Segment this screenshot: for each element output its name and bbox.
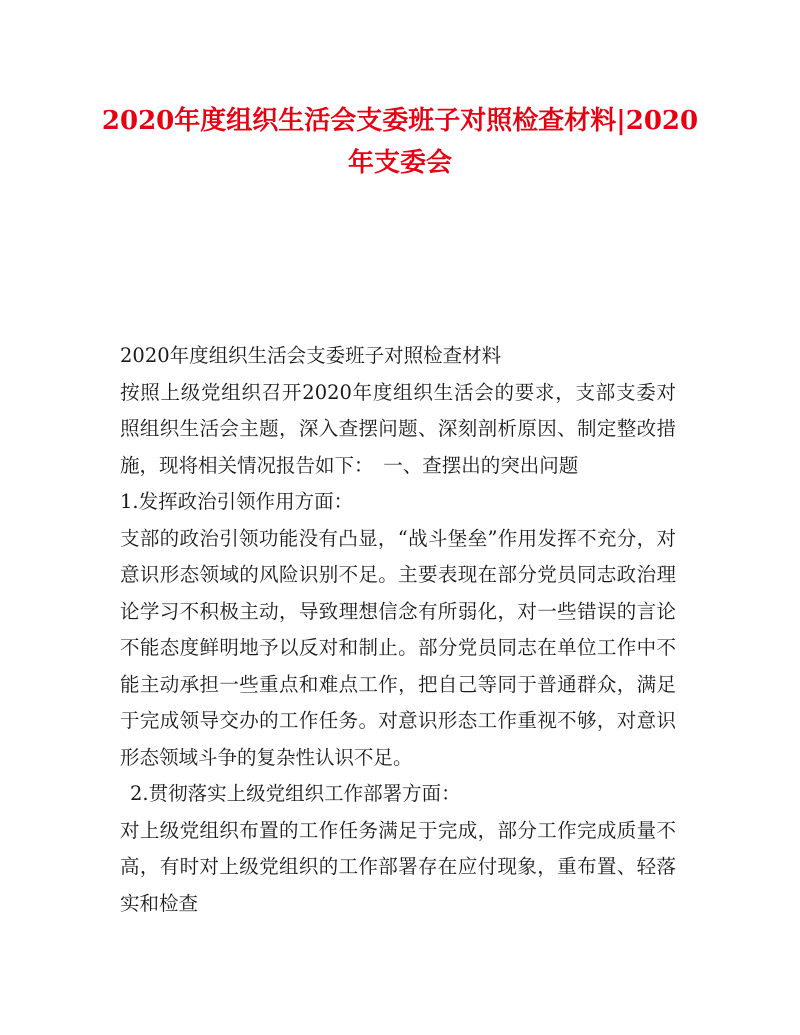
document-subtitle: 2020年度组织生活会支委班子对照检查材料 xyxy=(120,344,502,367)
section-2-body: 对上级党组织布置的工作任务满足于完成，部分工作完成质量不高，有时对上级党组织的工作部署存在应付现象，重布置、轻落实和检查 xyxy=(120,818,676,915)
section-1-heading: 1.发挥政治引领作用方面： xyxy=(120,490,354,513)
section-2-heading: 2.贯彻落实上级党组织工作部署方面： xyxy=(130,782,461,805)
document-title: 2020年度组织生活会支委班子对照检查材料|2020年支委会 xyxy=(101,106,699,178)
section-1-body: 支部的政治引领功能没有凸显，“战斗堡垒”作用发挥不充分，对意识形态领域的风险识别不足。主要表现在部分党员同志政治理论学习不积极主动，导致理想信念有所弱化，对一些错误的言论不能态度鲜明地予以反对和制止。部分党员同志在单位工作中不能主动承担一些重点和难点工作，把自己等同于普通群众，满足于完成领导交办的工作任务。对意识形态工作重视不够，对意识形态领域斗争的复杂性认识不足。 xyxy=(120,526,676,769)
document-body xyxy=(120,338,676,922)
intro-paragraph: 按照上级党组织召开2020年度组织生活会的要求，支部支委对照组织生活会主题，深入查摆问题、深刻剖析原因、制定整改措施，现将相关情况报告如下： 一、查摆出的突出问题 xyxy=(120,380,676,477)
